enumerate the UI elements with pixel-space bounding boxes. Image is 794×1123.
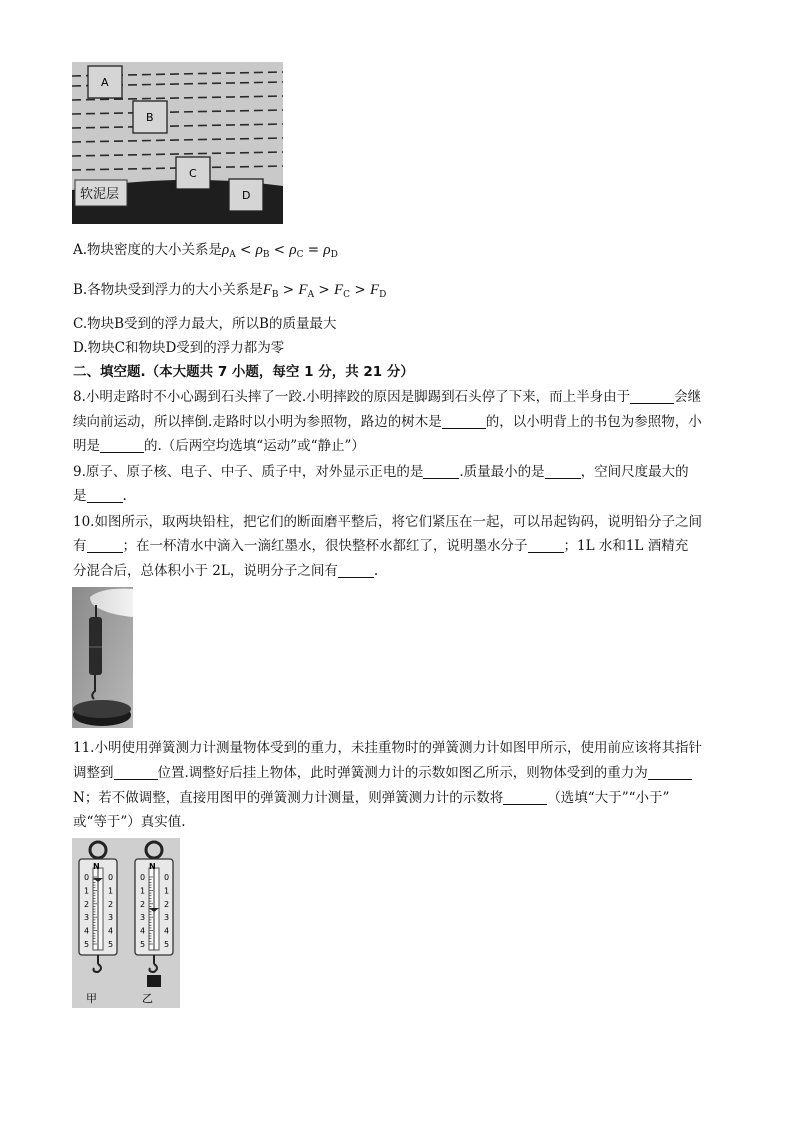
option-b: B.各物块受到浮力的大小关系是$F_B > F_A > F_C > F_D$ [73,282,387,300]
q11-line-1: 11.小明使用弹簧测力计测量物体受到的重力，未挂重物时的弹簧测力计如图甲所示，使用前应该将其指针 [73,740,702,756]
scale-tick-label: 1 [108,886,114,896]
scale-tick-label: 3 [108,913,114,923]
option-a: A.物块密度的大小关系是$\rho_A < \rho_B < \rho_C = \rho_D$ [73,242,338,260]
scale-tick-label: 5 [84,940,90,949]
scale-tick-label: 0 [108,873,114,882]
scale-tick-label: 4 [108,926,114,936]
q10-blank-3[interactable] [338,563,374,578]
q8-line-2: 续向前运动，所以摔倒.走路时以小明为参照物，路边的树木是 的，以小明背上的书包为参照物，小 [73,414,702,430]
scale-tick-label: 2 [84,899,90,909]
block-label-d: D [242,189,251,202]
q9-line-1: 9.原子、原子核、电子、中子、质子中，对外显示正电的是 .质量最小的是 ，空间尺度最大的 [73,464,689,480]
scale-tick-label: 2 [164,899,170,909]
spring-unit-left: N [93,862,100,871]
q10-blank-2[interactable] [528,538,564,553]
q9-line-2: 是 . [73,488,127,504]
figure-floating-blocks [72,62,283,224]
scale-tick-label: 4 [84,926,90,936]
spring-unit-right: N [149,862,156,871]
scale-tick-label: 1 [164,886,170,896]
q11-line-3: N；若不做调整，直接用图甲的弹簧测力计测量，则弹簧测力计的示数将 （选填“大于”“小于” [73,790,670,806]
scale-tick-label: 1 [140,886,146,896]
figure-lead-cylinders [72,587,133,728]
scale-tick-label: 2 [108,899,114,909]
scale-tick-label: 4 [140,926,146,936]
scale-tick-label: 1 [84,886,90,896]
q8-blank-1[interactable] [630,389,674,404]
q11-line-2: 调整到 位置.调整好后挂上物体，此时弹簧测力计的示数如图乙所示，则物体受到的重力为 [73,763,692,783]
q8-blank-3[interactable] [100,438,144,453]
q8-line-3: 明是 的.（后两空均选填“运动”或“静止”） [73,438,365,454]
q9-blank-2[interactable] [545,464,581,479]
q10-line-2: 有 ；在一杯清水中滴入一滴红墨水，很快整杯水都红了，说明墨水分子 ；1L 水和1L 酒精充 [73,538,689,554]
label-jia: 甲 [86,992,97,1005]
label-yi: 乙 [142,992,153,1005]
figure-spring-scales [72,838,180,1008]
q11-blank-3[interactable] [503,790,547,805]
q9-blank-3[interactable] [87,488,123,503]
scale-tick-label: 0 [164,873,170,882]
block-label-b: B [146,111,154,124]
scale-tick-label: 2 [140,899,146,909]
option-c: C.物块B受到的浮力最大，所以B的质量最大 [73,316,337,332]
scale-tick-label: 3 [84,913,90,923]
q11-line-4: 或“等于”）真实值. [73,814,186,830]
soft-mud-label: 软泥层 [80,187,120,202]
scale-tick-label: 0 [140,873,146,882]
scale-tick-label: 5 [140,940,146,949]
scale-tick-label: 3 [164,913,170,923]
q8-line-1: 8.小明走路时不小心踢到石头摔了一跤.小明摔跤的原因是脚踢到石头停了下来，而上半身由于 会继 [73,389,702,405]
scale-tick-label: 5 [108,940,114,949]
scale-tick-label: 3 [140,913,146,923]
section-heading: 二、填空题.（本大题共 7 小题，每空 1 分，共 21 分） [73,364,414,380]
q11-blank-1[interactable] [114,765,158,780]
q8-blank-2[interactable] [442,414,486,429]
q10-blank-1[interactable] [87,538,123,553]
q11-blank-2[interactable] [648,765,692,780]
scale-tick-label: 4 [164,926,170,936]
block-label-c: C [189,167,197,180]
block-label-a: A [101,76,109,89]
q10-line-1: 10.如图所示，取两块铅柱，把它们的断面磨平整后，将它们紧压在一起，可以吊起钩码，说明铅分子之间 [73,514,702,530]
q10-line-3: 分混合后，总体积小于 2L，说明分子之间有 . [73,563,379,579]
option-d: D.物块C和物块D受到的浮力都为零 [73,340,285,356]
scale-tick-label: 0 [84,873,90,882]
q9-blank-1[interactable] [423,464,459,479]
scale-tick-label: 5 [164,940,170,949]
